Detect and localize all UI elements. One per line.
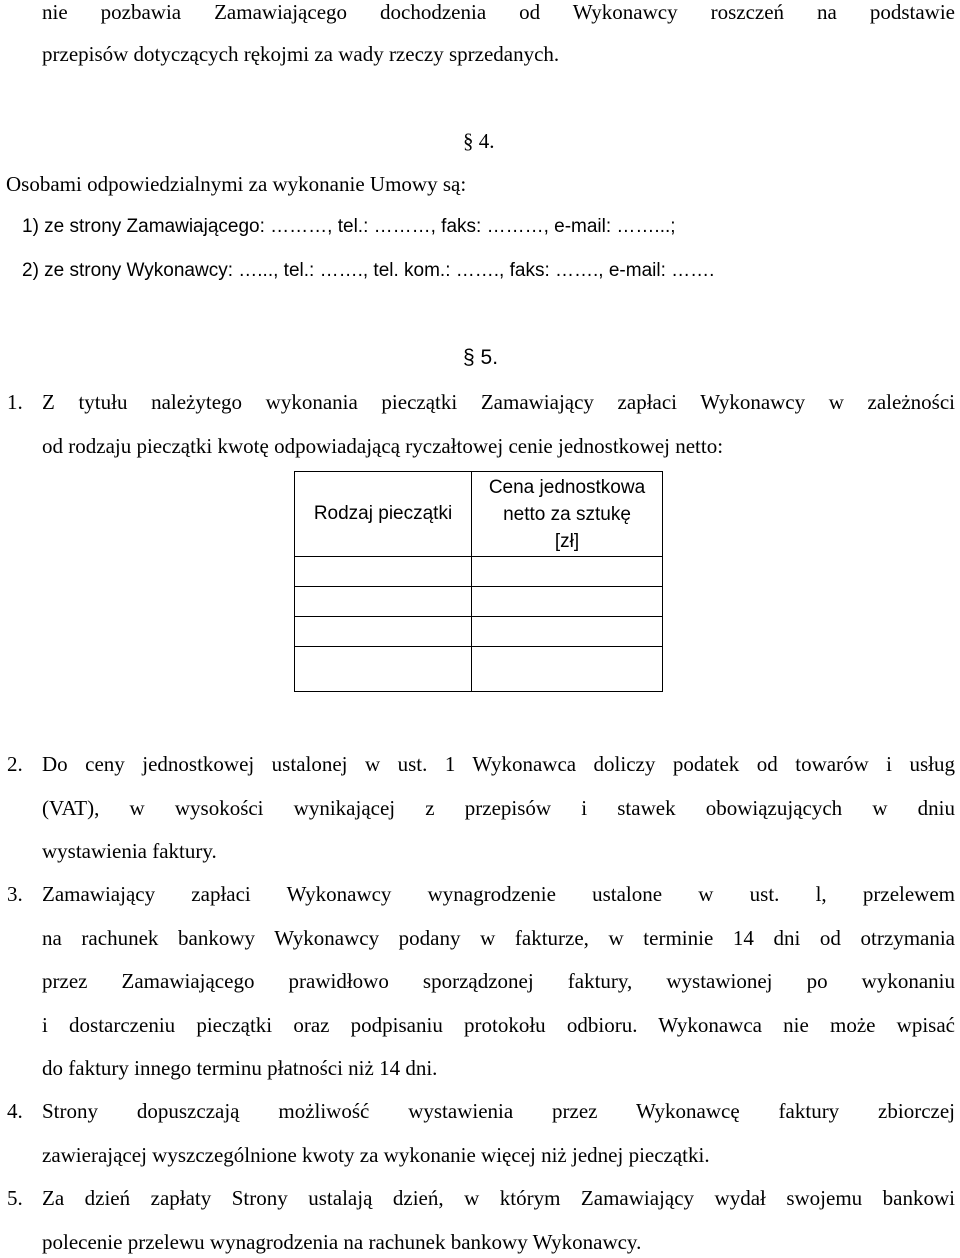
paragraph-2-number: 2. <box>7 752 23 776</box>
table-header-unit-price-line-2: netto za sztukę <box>503 503 631 525</box>
table-header-unit-price <box>472 472 663 557</box>
table-header-stamp-type: Rodzaj pieczątki <box>295 472 472 557</box>
paragraph-5-line-1: Za dzień zapłaty Strony ustalają dzień, w którym Zamawiający wydał swojemu bankowi <box>42 1186 955 1210</box>
section-4-heading: § 4. <box>463 129 495 153</box>
table-header-unit-price-line-1: Cena jednostkowa <box>488 476 646 498</box>
paragraph-5-line-2: polecenie przelewu wynagrodzenia na rachunek bankowy Wykonawcy. <box>42 1230 642 1254</box>
paragraph-3-line-3: przez Zamawiającego prawidłowo sporządzonej faktury, wystawionej po wykonaniu <box>42 969 955 993</box>
contact-item-zamawiajacy: 1) ze strony Zamawiającego: ………, tel.: ………, faks: ………, e-mail: ……...; <box>22 216 676 237</box>
paragraph-3-line-2: na rachunek bankowy Wykonawcy podany w fakturze, w terminie 14 dni od otrzymania <box>42 926 955 950</box>
intro-line-1: nie pozbawia Zamawiającego dochodzenia od Wykonawcy roszczeń na podstawie <box>42 0 955 24</box>
paragraph-2-line-3: wystawienia faktury. <box>42 839 217 863</box>
paragraph-2-line-2: (VAT), w wysokości wynikającej z przepisów i stawek obowiązujących w dniu <box>42 796 955 820</box>
paragraph-3-line-5: do faktury innego terminu płatności niż 14 dni. <box>42 1056 438 1080</box>
section-5-heading: § 5. <box>463 346 499 369</box>
table-row <box>295 587 663 617</box>
table-cell <box>295 617 472 647</box>
table-cell <box>472 557 663 587</box>
paragraph-1-line-2: od rodzaju pieczątki kwotę odpowiadającą ryczałtowej cenie jednostkowej netto: <box>42 434 724 458</box>
table-cell <box>295 557 472 587</box>
table-cell <box>472 647 663 692</box>
contact-item-wykonawca: 2) ze strony Wykonawcy: …..., tel.: ……., tel. kom.: ……., faks: ……., e-mail: ……. <box>22 260 715 281</box>
table-cell <box>472 617 663 647</box>
section-4-lead: Osobami odpowiedzialnymi za wykonanie Umowy są: <box>6 172 467 196</box>
intro-line-2: przepisów dotyczących rękojmi za wady rzeczy sprzedanych. <box>42 42 560 66</box>
table-row <box>295 647 663 692</box>
paragraph-3-line-4: i dostarczeniu pieczątki oraz podpisaniu protokołu odbioru. Wykonawca nie może wpisać <box>42 1013 955 1037</box>
paragraph-5-number: 5. <box>7 1186 23 1210</box>
paragraph-4-line-1: Strony dopuszczają możliwość wystawienia przez Wykonawcę faktury zbiorczej <box>42 1099 955 1123</box>
paragraph-2-line-1: Do ceny jednostkowej ustalonej w ust. 1 Wykonawca doliczy podatek od towarów i usług <box>42 752 955 776</box>
table-row <box>295 617 663 647</box>
stamp-price-table <box>294 471 663 692</box>
paragraph-1-line-1: Z tytułu należytego wykonania pieczątki Zamawiający zapłaci Wykonawcy w zależności <box>42 390 955 414</box>
table-cell <box>472 587 663 617</box>
table-row <box>295 557 663 587</box>
paragraph-1-number: 1. <box>7 390 23 414</box>
table-header-unit-price-line-3: [zł] <box>554 530 580 552</box>
paragraph-3-number: 3. <box>7 882 23 906</box>
paragraph-4-line-2: zawierającej wyszczególnione kwoty za wykonanie więcej niż jednej pieczątki. <box>42 1143 710 1167</box>
paragraph-3-line-1: Zamawiający zapłaci Wykonawcy wynagrodzenie ustalone w ust. l, przelewem <box>42 882 955 906</box>
table-cell <box>295 647 472 692</box>
paragraph-4-number: 4. <box>7 1099 23 1123</box>
table-cell <box>295 587 472 617</box>
